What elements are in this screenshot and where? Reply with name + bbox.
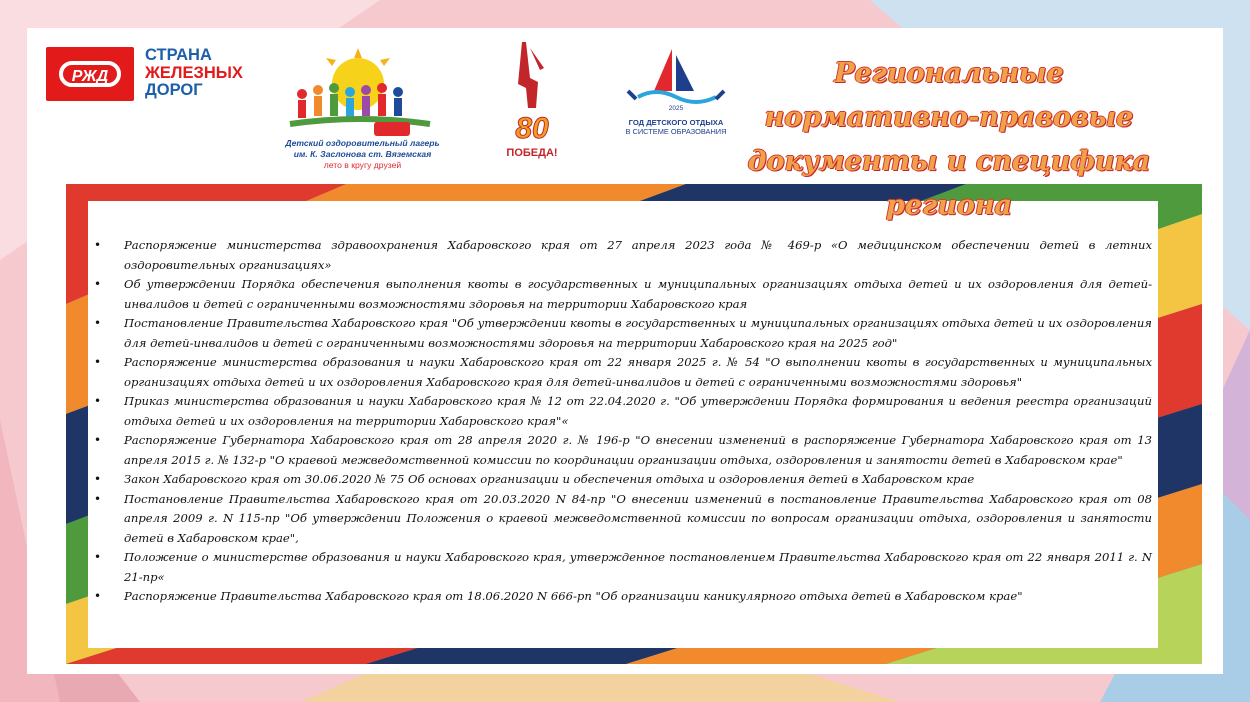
year-number: 2025 — [668, 105, 684, 112]
document-text: • Об утверждении Порядка обеспечения выполнения квоты в государственных и муниципальных организациях отдыха детей и их оздоровления для детей-инвалидов и детей с ограниченными возможностями здоровья на территории Хабаровского края — [124, 277, 1152, 311]
list-item — [94, 275, 1152, 314]
document-text: • Постановление Правительства Хабаровского края "Об утверждении квоты в государственных и муниципальных организациях отдыха детей и их оздоровления для детей-инвалидов и детей с ограниченными возможностями здоровья на территории Хабаровского края на 2025 год" — [124, 316, 1152, 350]
year-caption — [620, 118, 732, 136]
list-item — [94, 392, 1152, 431]
victory-monument-icon — [500, 38, 566, 164]
victory-word: ПОБЕДА! — [506, 147, 558, 159]
list-item — [94, 587, 1152, 607]
rzd-slogan — [145, 47, 243, 100]
rzd-mark-text: РЖД — [71, 68, 109, 85]
camp-name-line1: Детский оздоровительный лагерь — [285, 138, 440, 148]
document-text: • Распоряжение министерства образования и науки Хабаровского края от 22 января 2025 г. № 54 "О выполнении квоты в государственных и муниципальных организациях отдыха детей и их оздоровления Хабаровского края для детей-инвалидов и детей с ограниченными возможностями здоровья" — [124, 355, 1152, 389]
document-text: • Постановление Правительства Хабаровского края от 20.03.2020 N 84-пр "О внесении изменений в постановление Правительства Хабаровского края от 08 апреля 2009 г. N 115-пр "Об утверждении Положения о краевой межведомственной комиссии по вопросам организации отдыха, оздоровления и занятости детей в Хабаровском крае", — [124, 491, 1152, 545]
sailboat-icon — [620, 47, 732, 117]
list-item — [94, 353, 1152, 392]
document-text: • Распоряжение министерства здравоохранения Хабаровского края от 27 апреля 2023 года № 469-р «О медицинском обеспечении детей в летних оздоровительных организациях» — [124, 238, 1152, 272]
camp-tagline: лето в кругу друзей — [323, 160, 402, 170]
year-caption-line1: ГОД ДЕТСКОГО ОТДЫХА — [628, 118, 724, 127]
year-caption-line2: В СИСТЕМЕ ОБРАЗОВАНИЯ — [625, 127, 727, 136]
year-logo — [620, 47, 732, 143]
document-text: • Распоряжение Правительства Хабаровского края от 18.06.2020 N 666-рп "Об организации каникулярного отдыха детей в Хабаровском крае" — [124, 589, 1023, 603]
page-title: Региональные нормативно-правовые документы и специфика региона — [747, 58, 1151, 221]
list-item — [94, 236, 1152, 275]
camp-logo — [270, 48, 455, 178]
victory-number: 80 — [515, 112, 549, 145]
document-text: • Закон Хабаровского края от 30.06.2020 № 75 Об основах организации и обеспечения отдыха и оздоровления детей в Хабаровском крае — [124, 472, 975, 486]
camp-name-line2: им. К. Заслонова ст. Вяземская — [293, 149, 432, 159]
document-text: • Распоряжение Губернатора Хабаровского края от 28 апреля 2020 г. № 196-р "О внесении изменений в распоряжение Губернатора Хабаровского края от 13 апреля 2015 г. № 132-р "О краевой межведомственной комиссии по координации организации отдыха, оздоровления и занятости детей в Хабаровском крае" — [124, 433, 1152, 467]
rzd-slogan-line3: ДОРОГ — [145, 81, 203, 99]
list-item — [94, 431, 1152, 470]
rzd-logo-icon — [46, 47, 134, 101]
camp-caption — [270, 138, 455, 171]
list-item — [94, 490, 1152, 549]
victory-logo — [500, 38, 566, 164]
list-item — [94, 314, 1152, 353]
documents-list — [94, 236, 1152, 607]
rzd-logo — [46, 47, 256, 103]
rzd-slogan-line2: ЖЕЛЕЗНЫХ — [145, 63, 243, 82]
document-text: • Приказ министерства образования и науки Хабаровского края № 12 от 22.04.2020 г. "Об утверждении Порядка формирования и ведения реестра организаций отдыха детей и их оздоровления на территории Хабаровского края"« — [124, 394, 1152, 428]
list-item — [94, 470, 1152, 490]
document-text: • Положение о министерстве образования и науки Хабаровского края, утвержденное постановлением Правительства Хабаровского края от 22 января 2011 г. N 21-пр« — [124, 550, 1152, 584]
children-sun-icon — [270, 48, 455, 140]
rzd-slogan-line1: СТРАНА — [145, 46, 212, 64]
list-item — [94, 548, 1152, 587]
